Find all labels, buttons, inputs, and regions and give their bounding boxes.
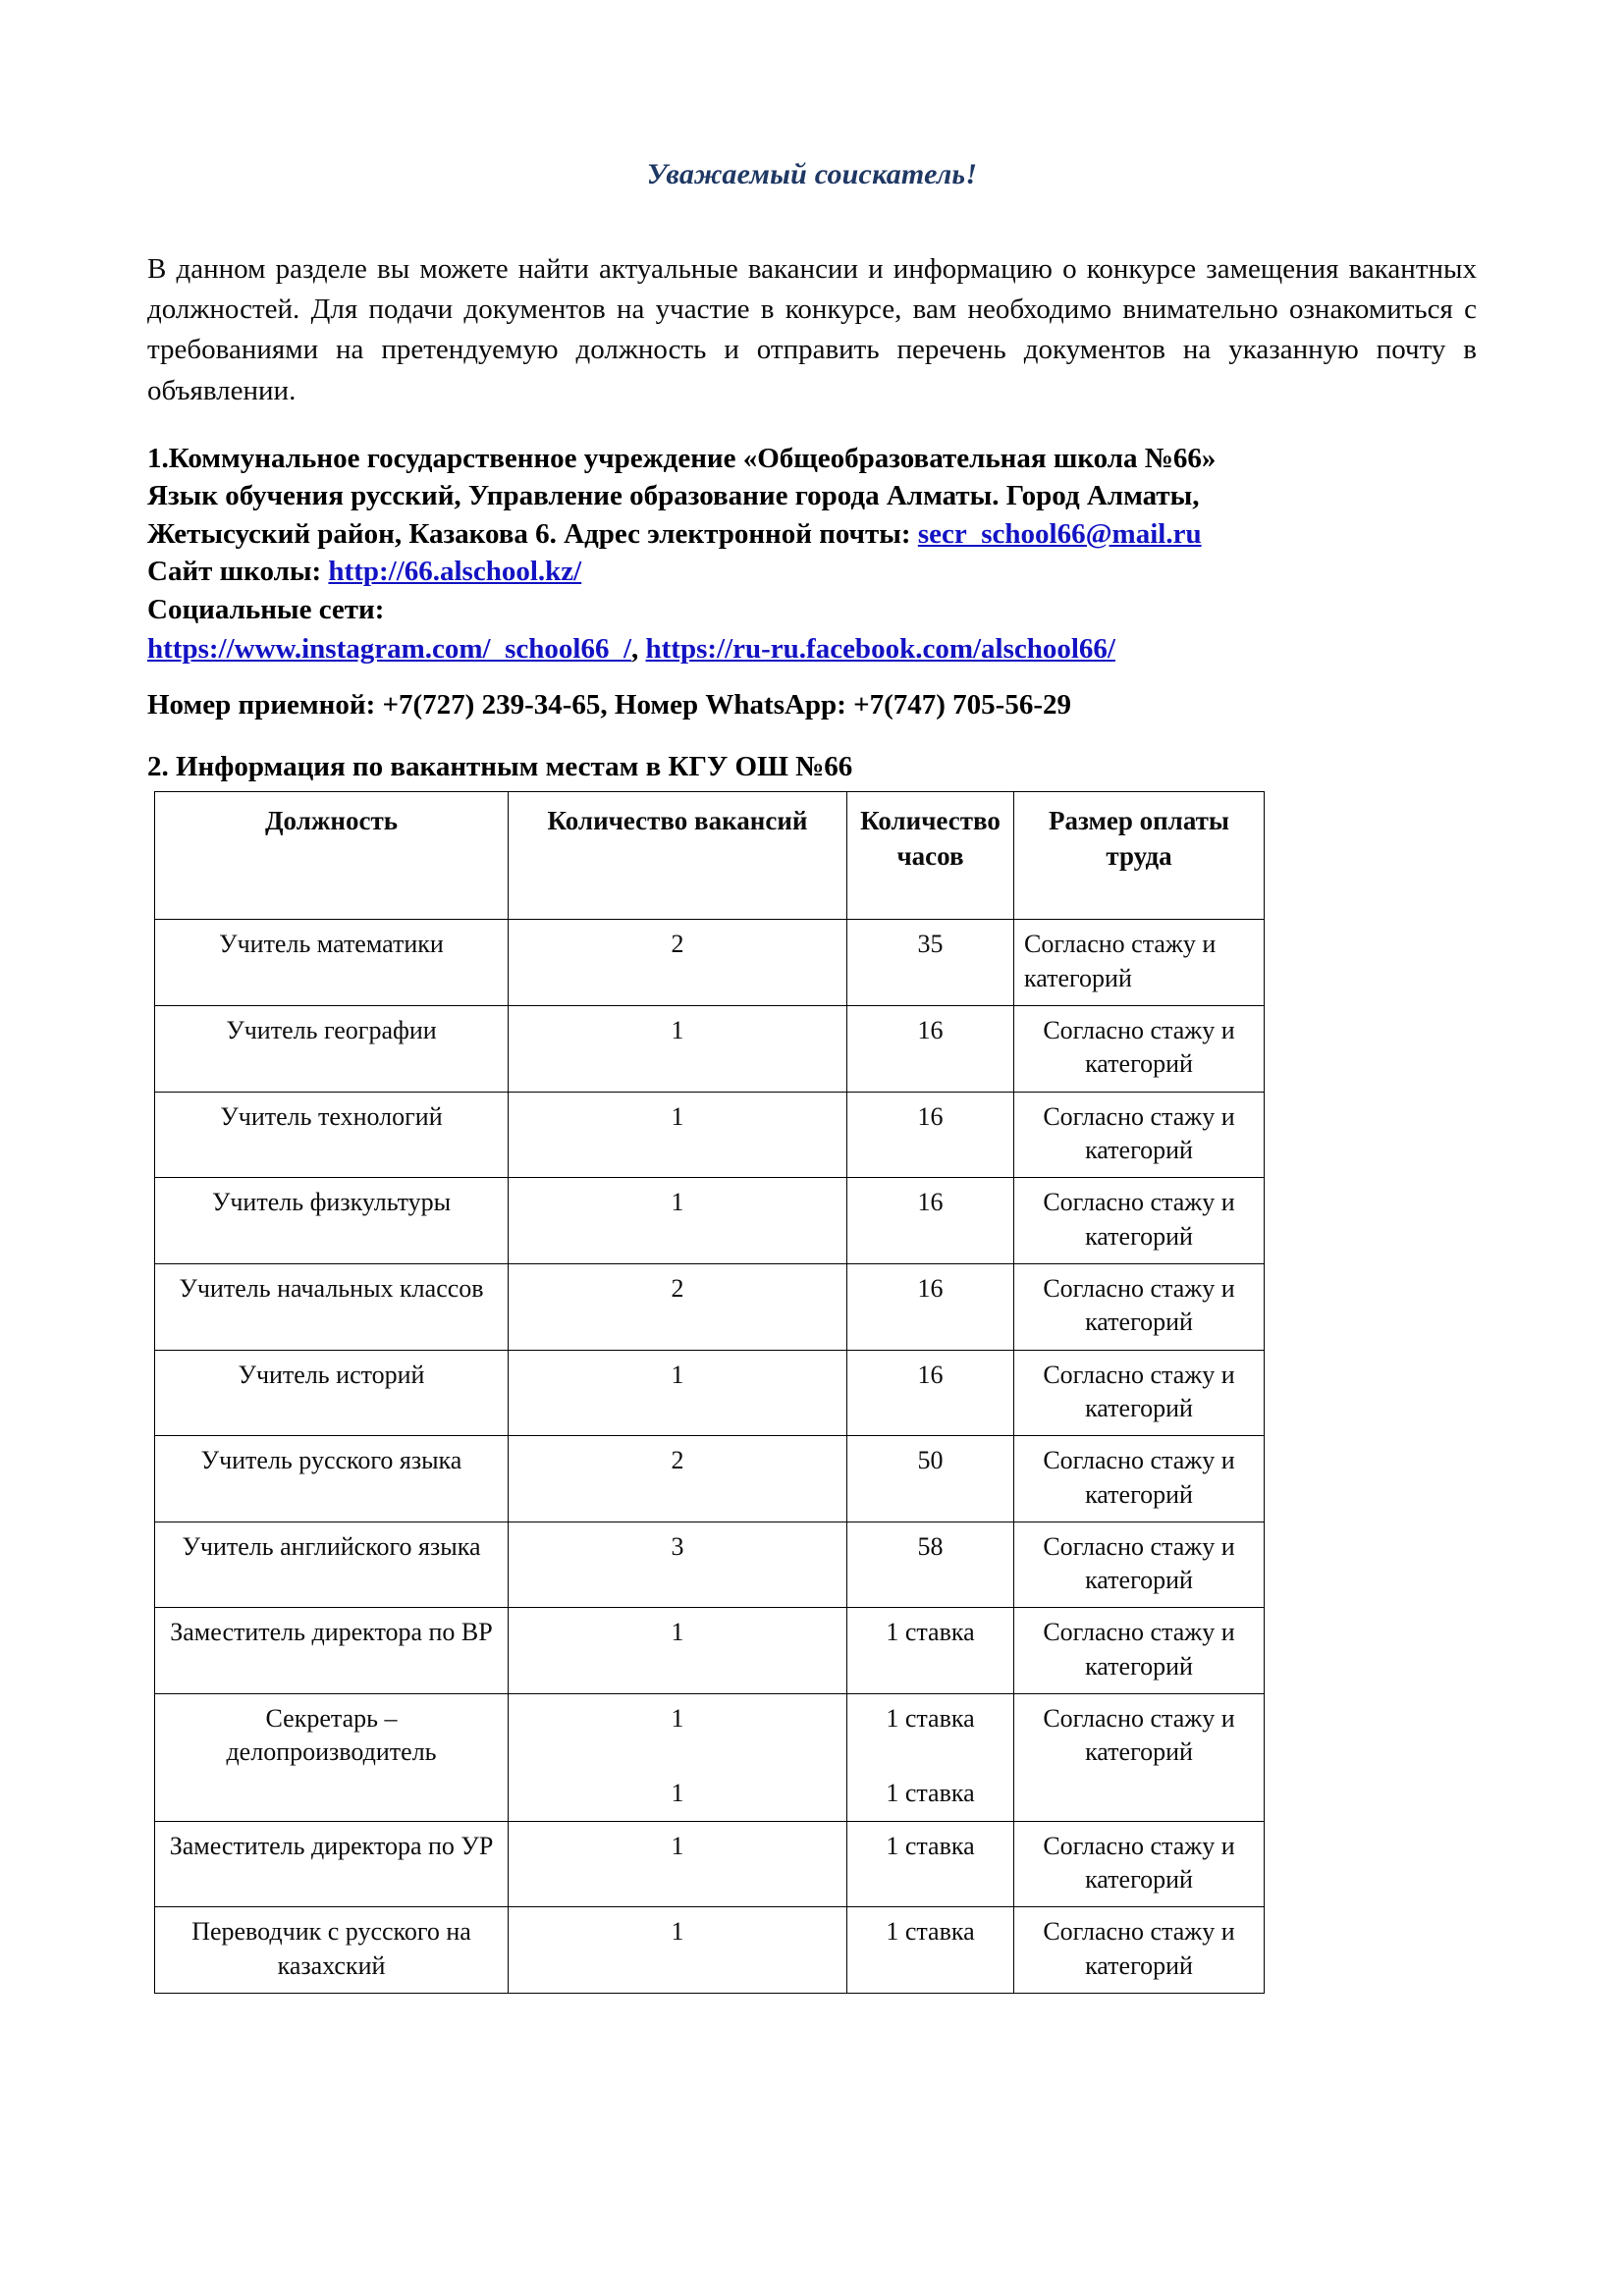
cell-pay: Согласно стажу и категорий	[1014, 1522, 1265, 1608]
cell-vacancies: 1	[509, 1608, 847, 1694]
cell-vacancies: 1	[509, 1006, 847, 1093]
cell-pay: Согласно стажу и категорий	[1014, 1821, 1265, 1907]
cell-hours: 1 ставка	[847, 1907, 1014, 1994]
cell-position: Заместитель директора по УР	[155, 1821, 509, 1907]
cell-hours: 16	[847, 1006, 1014, 1093]
cell-pay: Согласно стажу и категорий	[1014, 1694, 1265, 1822]
cell-position: Учитель английского языка	[155, 1522, 509, 1608]
cell-hours: 16	[847, 1263, 1014, 1350]
cell-pay: Согласно стажу и категорий	[1014, 1178, 1265, 1264]
page-title: Уважаемый соискатель!	[646, 158, 978, 190]
header-vacancies: Количество вакансий	[509, 792, 847, 920]
cell-vacancies: 1	[509, 1178, 847, 1264]
intro-paragraph: В данном разделе вы можете найти актуальные вакансии и информацию о конкурсе замещения вакантных должностей. Для подачи документов на участие в конкурсе, вам необходимо внимательно ознакомиться с требованиями на претендуемую должность и отправить перечень документов на указанную почту в объявлении.	[147, 253, 1477, 406]
table-row	[155, 1907, 1265, 1994]
section-2-heading: 2. Информация по вакантным местам в КГУ ОШ №66	[147, 751, 853, 783]
school-website-link[interactable]: http://66.alschool.kz/	[328, 556, 582, 588]
table-row	[155, 1608, 1265, 1694]
cell-pay: Согласно стажу и категорий	[1014, 1263, 1265, 1350]
cell-hours: 1 ставка	[847, 1608, 1014, 1694]
vacancies-table-body	[155, 920, 1265, 1994]
phone-numbers: Номер приемной: +7(727) 239-34-65, Номер WhatsApp: +7(747) 705-56-29	[147, 689, 1071, 721]
cell-hours: 16	[847, 1350, 1014, 1436]
table-row	[155, 1263, 1265, 1350]
cell-hours: 35	[847, 920, 1014, 1006]
cell-vacancies: 1 1	[509, 1694, 847, 1822]
table-row	[155, 920, 1265, 1006]
cell-position: Учитель технологий	[155, 1092, 509, 1178]
cell-vacancies: 2	[509, 920, 847, 1006]
cell-position: Учитель начальных классов	[155, 1263, 509, 1350]
cell-vacancies: 1	[509, 1092, 847, 1178]
cell-vacancies: 2	[509, 1436, 847, 1522]
facebook-link[interactable]: https://ru-ru.facebook.com/alschool66/	[645, 632, 1115, 665]
cell-pay: Согласно стажу и категорий	[1014, 1092, 1265, 1178]
table-row	[155, 1694, 1265, 1822]
cell-vacancies: 3	[509, 1522, 847, 1608]
table-header-row	[155, 792, 1265, 920]
cell-vacancies: 2	[509, 1263, 847, 1350]
cell-hours: 58	[847, 1522, 1014, 1608]
cell-position: Учитель географии	[155, 1006, 509, 1093]
header-pay: Размер оплаты труда	[1014, 792, 1265, 920]
table-row	[155, 1436, 1265, 1522]
site-line	[147, 553, 1477, 591]
instagram-link[interactable]: https://www.instagram.com/_school66_/	[147, 632, 631, 665]
cell-position: Учитель историй	[155, 1350, 509, 1436]
vacancies-table	[154, 791, 1265, 1994]
table-row	[155, 1350, 1265, 1436]
cell-hours: 16	[847, 1092, 1014, 1178]
cell-position: Учитель русского языка	[155, 1436, 509, 1522]
cell-position: Переводчик с русского на казахский	[155, 1907, 509, 1994]
cell-position: Заместитель директора по ВР	[155, 1608, 509, 1694]
org-language-line: Язык обучения русский, Управление образование города Алматы. Город Алматы,	[147, 480, 1200, 512]
organization-info	[147, 440, 1477, 668]
cell-position: Учитель физкультуры	[155, 1178, 509, 1264]
cell-pay: Согласно стажу и категорий	[1014, 1608, 1265, 1694]
link-separator: ,	[631, 632, 639, 665]
cell-pay: Согласно стажу и категорий	[1014, 1436, 1265, 1522]
cell-vacancies: 1	[509, 1907, 847, 1994]
cell-hours: 1 ставка 1 ставка	[847, 1694, 1014, 1822]
table-row	[155, 1006, 1265, 1093]
cell-position: Учитель математики	[155, 920, 509, 1006]
table-row	[155, 1821, 1265, 1907]
address-label: Жетысуский район, Казакова 6. Адрес электронной почты:	[147, 517, 911, 550]
cell-pay: Согласно стажу и категорий	[1014, 1907, 1265, 1994]
header-position: Должность	[155, 792, 509, 920]
table-row	[155, 1522, 1265, 1608]
cell-hours: 1 ставка	[847, 1821, 1014, 1907]
org-address-line	[147, 515, 1477, 554]
site-label: Сайт школы:	[147, 556, 322, 588]
cell-pay: Согласно стажу и категорий	[1014, 920, 1265, 1006]
cell-position: Секретарь – делопроизводитель	[155, 1694, 509, 1822]
cell-pay: Согласно стажу и категорий	[1014, 1350, 1265, 1436]
org-name-line: 1.Коммунальное государственное учреждение «Общеобразовательная школа №66»	[147, 442, 1217, 474]
cell-hours: 16	[847, 1178, 1014, 1264]
cell-vacancies: 1	[509, 1350, 847, 1436]
cell-hours: 50	[847, 1436, 1014, 1522]
email-link[interactable]: secr_school66@mail.ru	[917, 517, 1202, 550]
table-row	[155, 1178, 1265, 1264]
social-label-line: Социальные сети:	[147, 593, 385, 625]
cell-vacancies: 1	[509, 1821, 847, 1907]
social-links-line	[147, 631, 1477, 668]
cell-pay: Согласно стажу и категорий	[1014, 1006, 1265, 1093]
table-row	[155, 1092, 1265, 1178]
header-hours: Количество часов	[847, 792, 1014, 920]
